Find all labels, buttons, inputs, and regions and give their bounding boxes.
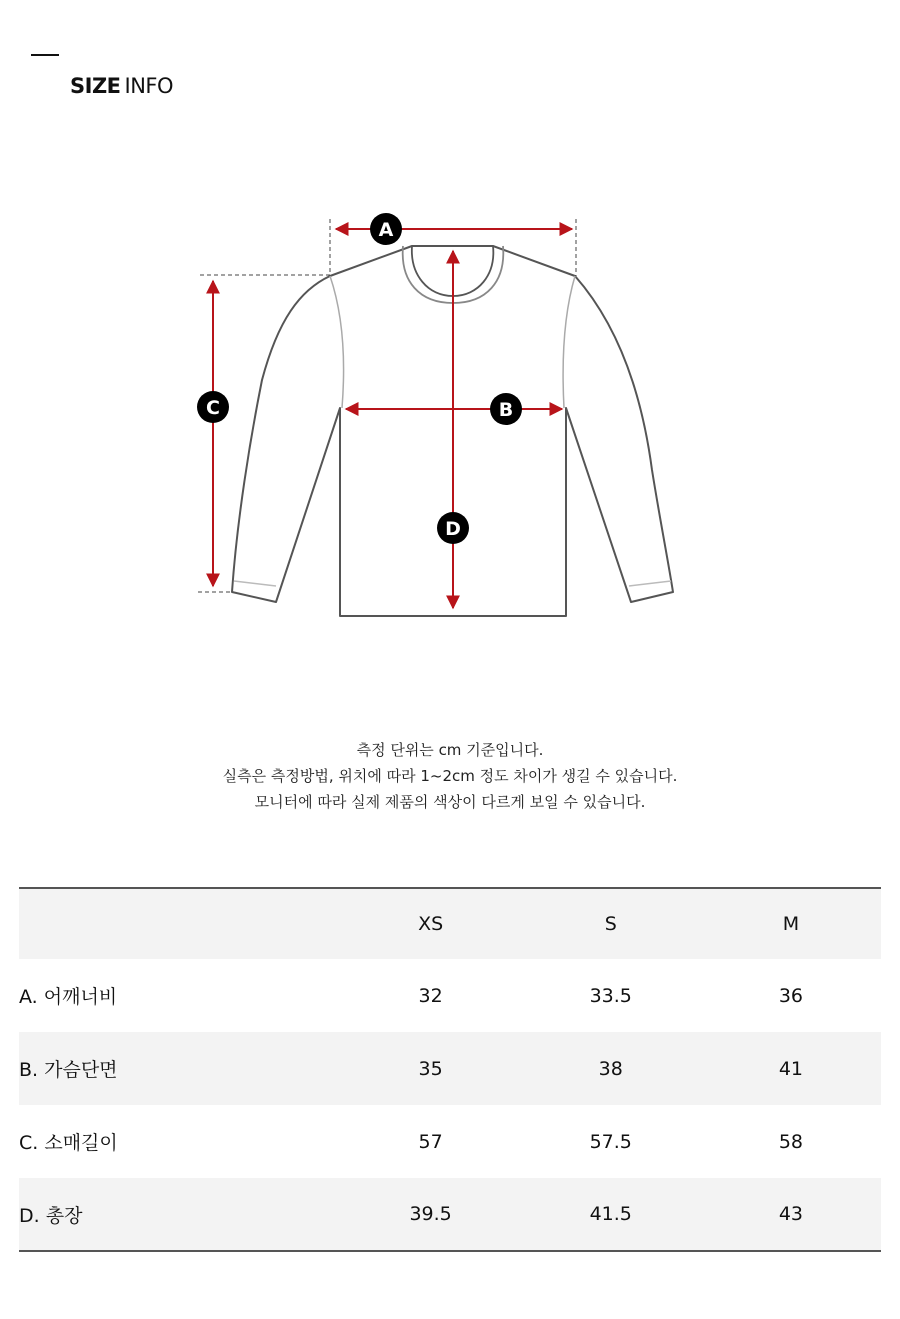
note-line: 측정 단위는 cm 기준입니다.	[356, 741, 544, 759]
marker-d: D	[445, 518, 461, 540]
table-header-row	[19, 888, 881, 959]
row-label: B. 가슴단면	[19, 1059, 118, 1081]
row-label: A. 어깨너비	[19, 986, 118, 1008]
header-blank-cell	[19, 888, 341, 959]
marker-c: C	[206, 397, 220, 419]
header-size-s: S	[604, 913, 617, 935]
title-bold: SIZE	[70, 74, 121, 98]
cell-value: 41.5	[589, 1203, 632, 1225]
table-row	[19, 959, 881, 1032]
size-table	[19, 887, 881, 1252]
cell-value: 57	[418, 1130, 443, 1153]
cell-value: 33.5	[589, 984, 632, 1007]
cell-value: 57.5	[589, 1130, 632, 1153]
cell-value: 43	[778, 1203, 803, 1225]
table-row	[19, 1178, 881, 1251]
marker-b: B	[498, 399, 514, 421]
row-label: D. 총장	[19, 1204, 83, 1227]
cell-value: 39.5	[409, 1203, 452, 1225]
cell-value: 38	[598, 1057, 623, 1080]
cell-value: 36	[778, 984, 803, 1007]
cell-value: 41	[778, 1057, 803, 1080]
table-row	[19, 1105, 881, 1178]
marker-b-badge	[490, 393, 522, 425]
measurement-notes	[0, 737, 900, 815]
table-row	[19, 1032, 881, 1105]
title-light: INFO	[124, 74, 174, 98]
cell-value: 32	[418, 984, 443, 1007]
note-line: 실측은 측정방법, 위치에 따라 1~2cm 정도 차이가 생길 수 있습니다.	[222, 767, 678, 785]
header-size-m: M	[782, 913, 800, 935]
marker-a-badge	[370, 213, 402, 245]
marker-d-badge	[437, 512, 469, 544]
cell-value: 58	[778, 1130, 803, 1153]
marker-a: A	[378, 219, 394, 241]
header-size-xs: XS	[418, 913, 444, 935]
marker-c-badge	[197, 391, 229, 423]
row-label: C. 소매길이	[19, 1132, 118, 1154]
note-line: 모니터에 따라 실제 제품의 색상이 다르게 보일 수 있습니다.	[254, 793, 646, 811]
cell-value: 35	[418, 1057, 443, 1080]
